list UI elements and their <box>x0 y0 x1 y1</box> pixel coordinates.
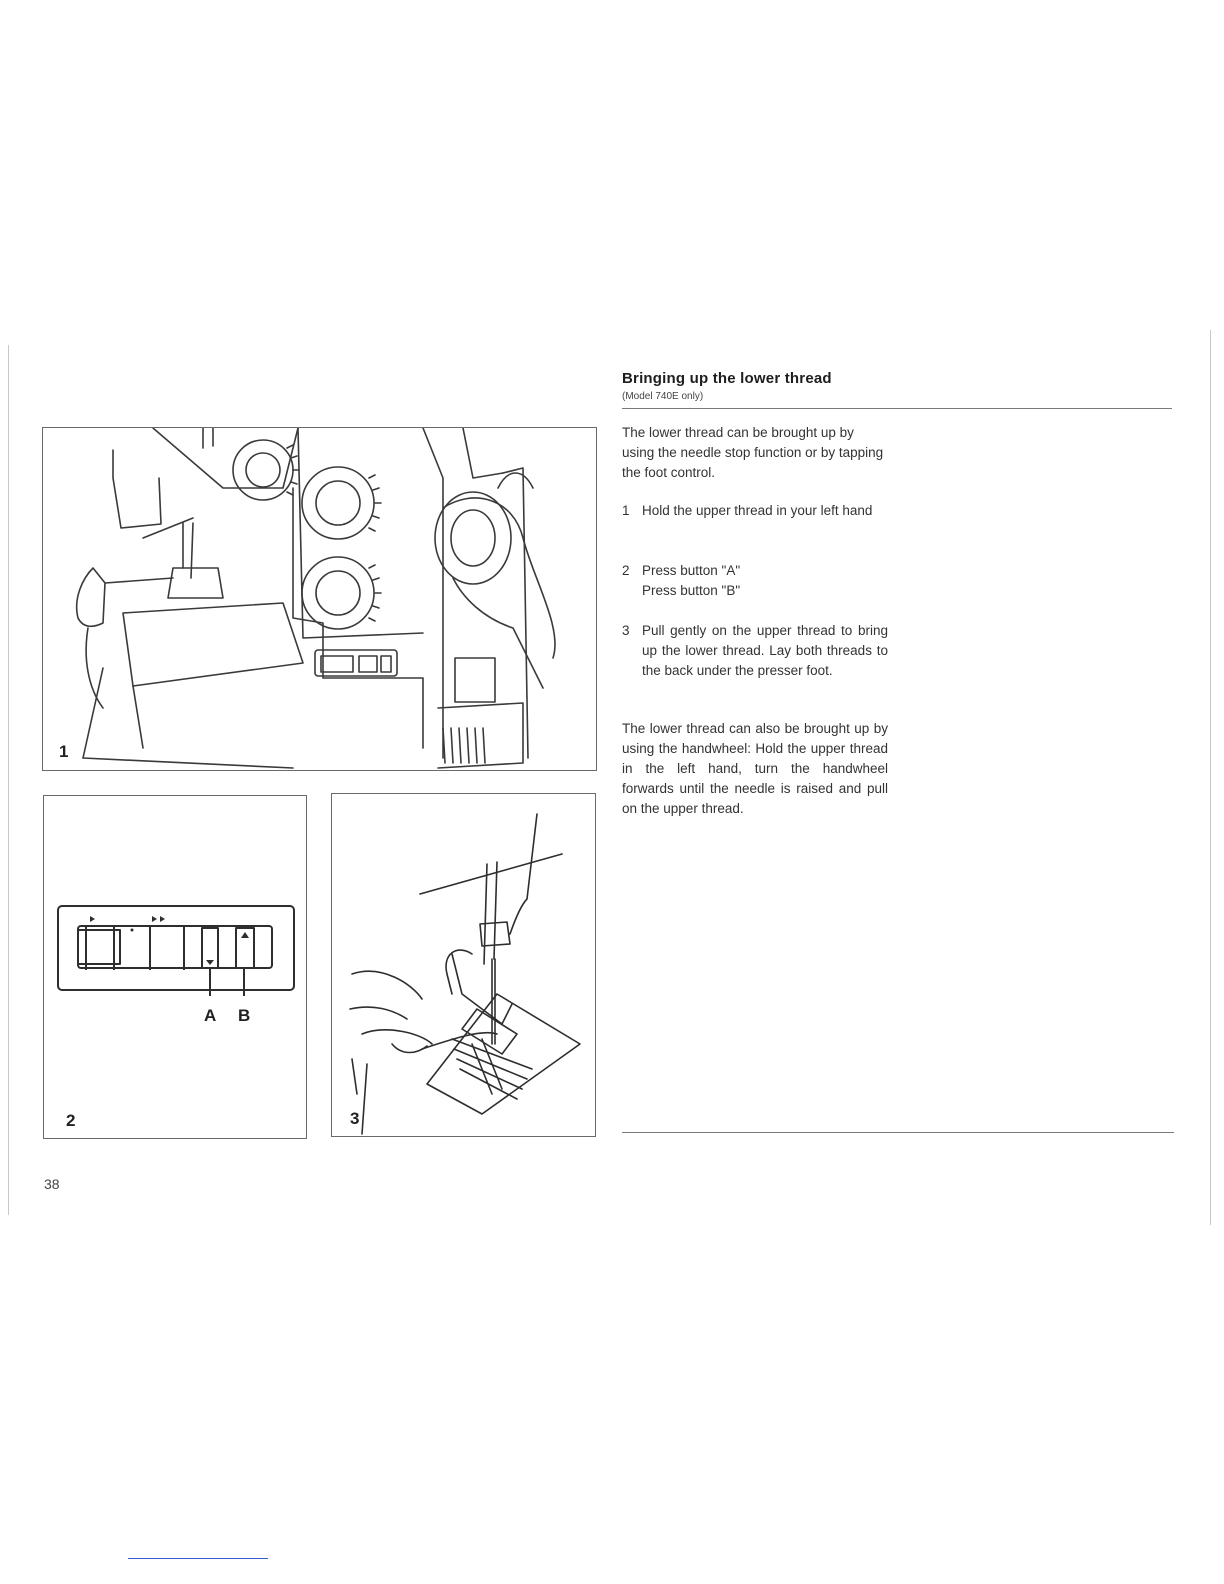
step-2 <box>622 561 888 601</box>
step-1 <box>622 501 888 521</box>
figure-1 <box>42 427 597 771</box>
column-bottom-rule <box>622 1132 1174 1133</box>
right-margin-line <box>1210 330 1211 1225</box>
figure-3-number: 3 <box>350 1109 360 1128</box>
label-b: B <box>238 1006 251 1025</box>
step-3 <box>622 621 888 681</box>
presser-foot-illustration <box>332 794 596 1137</box>
heading-rule <box>622 408 1172 409</box>
step-1-number: 1 <box>622 503 630 518</box>
section-title: Bringing up the lower thread <box>622 370 832 387</box>
step-3-text: Pull gently on the upper thread to bring up the lower thread. Lay both threads to the back under the presser foot. <box>642 623 888 678</box>
figure-2-number: 2 <box>66 1111 76 1130</box>
bottom-link-line <box>128 1558 268 1559</box>
step-2-text-b: Press button "B" <box>642 583 741 598</box>
intro-paragraph: The lower thread can be brought up by using the needle stop function or by tapping the foot control. <box>622 425 884 480</box>
outro-paragraph: The lower thread can also be brought up by using the handwheel: Hold the upper thread in the left hand, turn the handwheel forwards until the needle is raised and pull on the upper thread. <box>622 721 888 816</box>
button-panel-illustration <box>44 796 307 1139</box>
step-3-number: 3 <box>622 623 630 638</box>
sewing-machine-illustration <box>43 428 597 771</box>
label-a: A <box>204 1006 217 1025</box>
figure-1-number: 1 <box>59 742 69 761</box>
left-margin-line <box>8 345 9 1215</box>
figure-3 <box>331 793 596 1137</box>
step-1-text: Hold the upper thread in your left hand <box>642 503 873 518</box>
section-subtitle: (Model 740E only) <box>622 391 704 402</box>
step-2-number: 2 <box>622 563 630 578</box>
step-2-text-a: Press button "A" <box>642 563 741 578</box>
figure-2 <box>43 795 307 1139</box>
page-number: 38 <box>44 1176 60 1192</box>
